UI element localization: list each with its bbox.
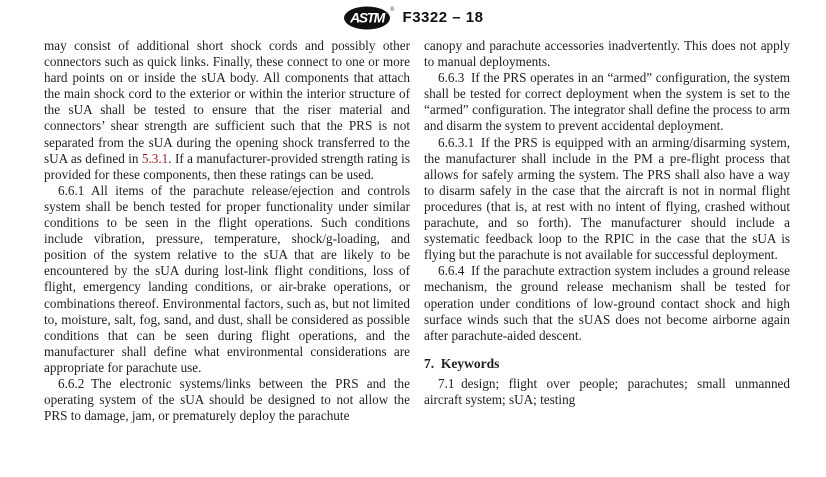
paragraph-6-6-3-1: 6.6.3.1 If the PRS is equipped with an arming/disarming system, the manufacturer shall include in the PM a pre-flight process that allows for safely arming the system. The PRS shall also have a way to disarm safely in the case that the aircraft is not in normal flight procedures (that is, at rest with no intent of flying, crashed without parachute, and so forth). The manufacturer should include a systematic feedback loop to the RPIC in the case that the sUA is flying but the parachute is not available for successful deployment.	[424, 134, 790, 263]
paragraph-6-6-2: 6.6.2 The electronic systems/links between the PRS and the operating system of the sUA should be designed to not allow the PRS to damage, jam, or prematurely deploy the parachute	[44, 375, 410, 424]
paragraph-text: . If a manufacturer-provided strength rating is provided for these components, then these ratings can be used.	[44, 150, 410, 182]
paragraph-6-6-3: 6.6.3 If the PRS operates in an “armed” configuration, the system shall be tested for correct deployment when the system is set to the “armed” configuration. The integrator shall define the process to arm and disarm the system to prevent accidental deployment.	[424, 70, 790, 134]
registered-mark: ®	[389, 7, 395, 13]
paragraph-continuation: canopy and parachute accessories inadvertently. This does not apply to manual deployments.	[424, 38, 790, 70]
standard-designation: F3322 – 18	[402, 8, 484, 26]
svg-text:ASTM: ASTM	[349, 9, 384, 26]
left-column	[44, 38, 410, 424]
paragraph-6-6-4: 6.6.4 If the parachute extraction system includes a ground release mechanism, the ground release mechanism shall be tested for operation under conditions of low-ground contact shock and high surface winds such that the sUAS does not become airborne again after parachute-aided descent.	[424, 263, 790, 343]
cross-reference-link[interactable]: 5.3.1	[141, 150, 169, 166]
astm-logo	[343, 4, 395, 30]
keywords-section-heading: 7. Keywords	[424, 355, 500, 371]
two-column-body	[44, 38, 790, 424]
right-column	[424, 38, 790, 424]
paragraph-text: may consist of additional short shock cords and possibly other connectors such as quick links. Finally, these connect to one or more hard points on or inside the sUA body. All components that attach the main shock cord to the exterior or within the interior structure of the sUA shall be tested to ensure that the riser material and connectors’ shear strength are sufficient such that the PRS is not separated from the sUA during the opening shock transferred to the sUA as defined in	[44, 38, 410, 166]
paragraph-7-1-keywords: 7.1 design; flight over people; parachutes; small unmanned aircraft system; sUA; testing	[424, 375, 790, 407]
document-header	[0, 4, 826, 30]
astm-logo-icon	[343, 4, 395, 30]
paragraph-6-6-1: 6.6.1 All items of the parachute release/ejection and controls system shall be bench tested for proper functionality under similar conditions to be seen in the flight operations. Such conditions include vibration, pressure, temperature, shock/g-loading, and position of the system relative to the sUA that are likely to be encountered by the sUA during lost-link flight conditions, loss of flight, emergency landing conditions, or air-brake operations, or combinations thereof. Environmental factors, such as, but not limited to, moisture, salt, fog, sand, and dust, shall be considered as possible conditions that can be seen during flight operations, and the manufacturer shall define what environmental considerations are appropriate for parachute use.	[44, 182, 410, 375]
paragraph-continuation	[44, 38, 410, 183]
